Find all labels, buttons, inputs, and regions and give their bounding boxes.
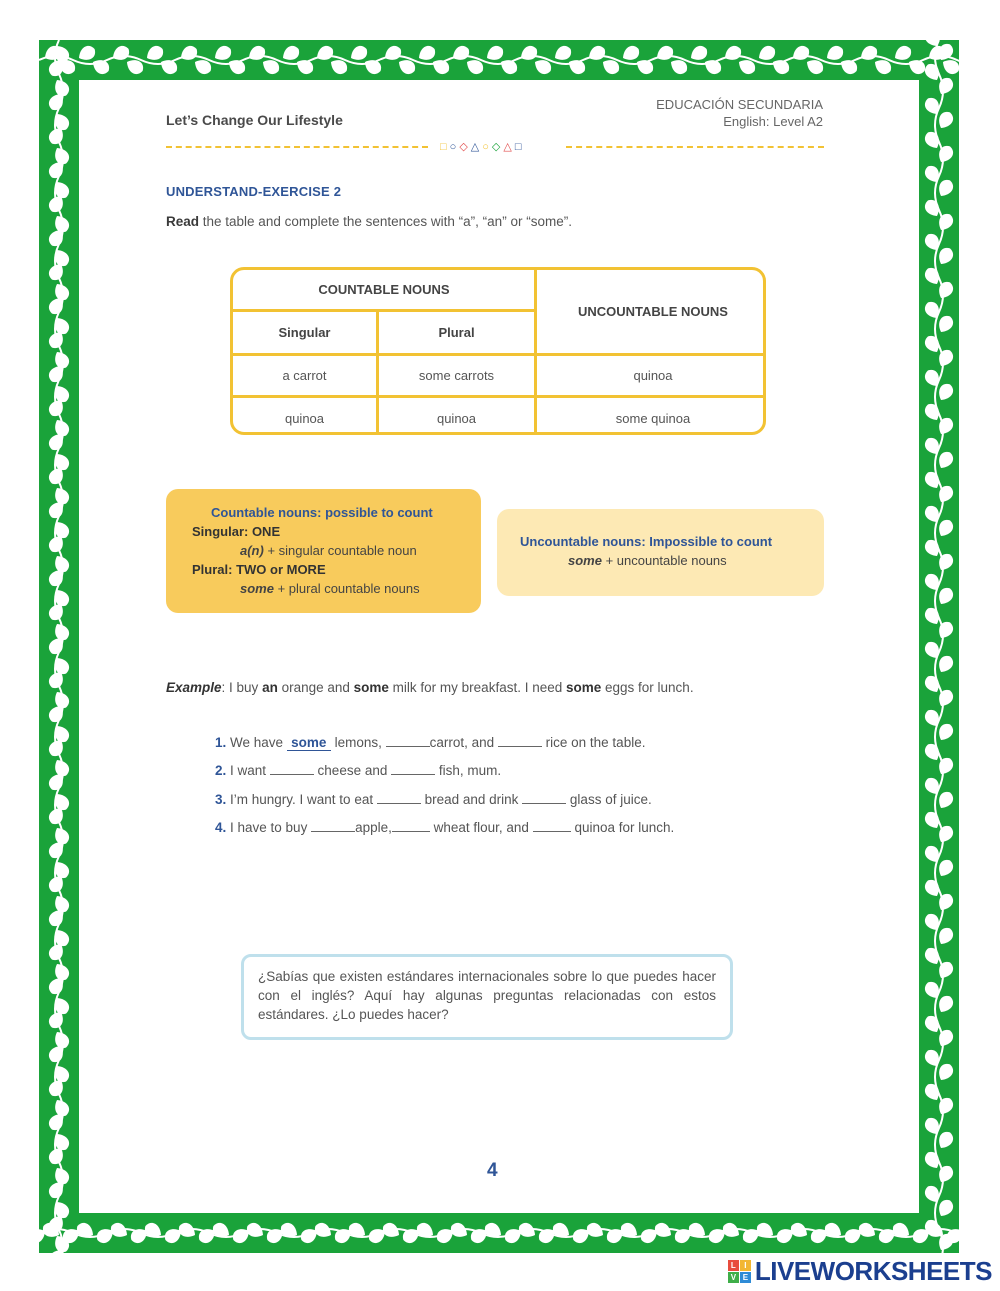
uncountable-rule-box bbox=[497, 509, 824, 596]
triangle-icon: △ bbox=[503, 141, 515, 153]
info-callout: ¿Sabías que existen estándares internacionales sobre lo que puedes hacer con el inglés? Aquí hay algunas preguntas relacionadas con estos estándares. ¿Lo puedes hacer? bbox=[241, 954, 733, 1040]
plural-rule bbox=[240, 581, 420, 596]
table-cell: some quinoa bbox=[615, 410, 691, 426]
singular-label: Singular: ONE bbox=[192, 524, 281, 539]
square-icon: □ bbox=[440, 141, 450, 153]
answer-field-3a[interactable] bbox=[377, 791, 421, 804]
answer-field-4b[interactable] bbox=[392, 819, 430, 832]
singular-rule-text: + singular countable noun bbox=[263, 543, 417, 558]
triangle-icon: △ bbox=[470, 141, 483, 153]
answer-field-1a[interactable]: some bbox=[287, 735, 331, 751]
header-divider-right bbox=[566, 146, 824, 148]
question-text: cheese and bbox=[313, 763, 392, 778]
singular-header: Singular bbox=[278, 325, 331, 340]
question-text: I want bbox=[226, 763, 270, 778]
uncountable-rule-text: + uncountable nouns bbox=[601, 553, 727, 568]
diamond-icon: ◇ bbox=[459, 141, 471, 153]
answer-field-4c[interactable] bbox=[533, 819, 571, 832]
liveworksheets-icon: L I V E bbox=[728, 1260, 751, 1283]
question-text: quinoa for lunch. bbox=[570, 820, 675, 835]
question-text: fish, mum. bbox=[435, 763, 502, 778]
worksheet-page bbox=[79, 80, 919, 1213]
question-1 bbox=[215, 734, 645, 751]
section-title: UNDERSTAND-EXERCISE 2 bbox=[166, 184, 342, 199]
page-number: 4 bbox=[487, 1160, 498, 1181]
table-cell: some carrots bbox=[418, 368, 495, 383]
example-article: some bbox=[565, 680, 602, 695]
countable-box-title: Countable nouns: possible to count bbox=[211, 505, 433, 520]
answer-field-3b[interactable] bbox=[522, 791, 566, 804]
example-label: Example bbox=[166, 680, 222, 695]
question-text: I’m hungry. I want to eat bbox=[226, 792, 377, 807]
example-text: milk for my breakfast. I need bbox=[388, 680, 566, 695]
example-text: orange and bbox=[277, 680, 354, 695]
question-2 bbox=[215, 762, 501, 778]
table-cell: quinoa bbox=[284, 410, 325, 426]
question-text: rice on the table. bbox=[541, 735, 646, 750]
question-text: lemons, bbox=[330, 735, 386, 750]
uncountable-box-title: Uncountable nouns: Impossible to count bbox=[520, 534, 773, 549]
answer-field-2b[interactable] bbox=[391, 762, 435, 775]
plural-rule-article: some bbox=[240, 581, 274, 596]
level-info bbox=[656, 96, 823, 130]
worksheet-title: Let’s Change Our Lifestyle bbox=[166, 112, 343, 128]
decorative-shapes bbox=[440, 140, 525, 153]
answer-field-2a[interactable] bbox=[270, 762, 314, 775]
table-cell: quinoa bbox=[436, 410, 477, 426]
diamond-icon: ◇ bbox=[491, 141, 504, 153]
question-number: 2. bbox=[215, 763, 227, 778]
uncountable-rule-article: some bbox=[568, 553, 602, 568]
question-number: 4. bbox=[215, 820, 227, 835]
header-divider-left bbox=[166, 146, 428, 148]
example-article: some bbox=[353, 680, 389, 695]
question-number: 1. bbox=[215, 735, 227, 750]
nouns-table bbox=[230, 267, 766, 435]
answer-field-1c[interactable] bbox=[498, 734, 542, 747]
circle-icon: ○ bbox=[449, 141, 460, 153]
question-text: apple, bbox=[355, 820, 392, 835]
watermark-text: LIVEWORKSHEETS bbox=[754, 1255, 992, 1286]
example-article: an bbox=[262, 680, 278, 695]
countable-header: COUNTABLE NOUNS bbox=[318, 282, 450, 297]
example-text: : I buy bbox=[221, 680, 263, 695]
liveworksheets-logo bbox=[728, 1257, 992, 1285]
table-cell: quinoa bbox=[633, 368, 673, 383]
circle-icon: ○ bbox=[482, 141, 492, 153]
question-number: 3. bbox=[215, 792, 227, 807]
plural-header: Plural bbox=[438, 325, 475, 340]
question-text: bread and drink bbox=[420, 792, 523, 807]
instruction-text: the table and complete the sentences with “a”, “an” or “some”. bbox=[199, 214, 572, 229]
question-4 bbox=[215, 819, 674, 835]
question-text: We have bbox=[226, 735, 287, 750]
example-text: eggs for lunch. bbox=[601, 680, 694, 695]
plural-rule-text: + plural countable nouns bbox=[273, 581, 420, 596]
answer-field-1b[interactable] bbox=[386, 734, 430, 747]
question-text: I have to buy bbox=[226, 820, 312, 835]
level-line-2: English: Level A2 bbox=[723, 114, 823, 129]
question-text: wheat flour, and bbox=[429, 820, 533, 835]
countable-rule-box bbox=[166, 489, 481, 613]
question-text: carrot, and bbox=[429, 735, 498, 750]
instruction-verb: Read bbox=[166, 214, 200, 229]
question-3 bbox=[215, 791, 652, 807]
question-text: glass of juice. bbox=[566, 792, 652, 807]
plural-label: Plural: TWO or MORE bbox=[192, 562, 326, 577]
square-icon: □ bbox=[514, 141, 525, 153]
uncountable-rule bbox=[568, 553, 727, 568]
singular-rule-article: a(n) bbox=[240, 543, 264, 558]
answer-field-4a[interactable] bbox=[311, 819, 355, 832]
example-sentence bbox=[166, 680, 694, 695]
level-line-1: EDUCACIÓN SECUNDARIA bbox=[656, 97, 823, 112]
singular-rule bbox=[240, 543, 417, 558]
table-cell: a carrot bbox=[282, 368, 327, 383]
uncountable-header: UNCOUNTABLE NOUNS bbox=[578, 304, 728, 319]
instructions bbox=[166, 214, 572, 229]
